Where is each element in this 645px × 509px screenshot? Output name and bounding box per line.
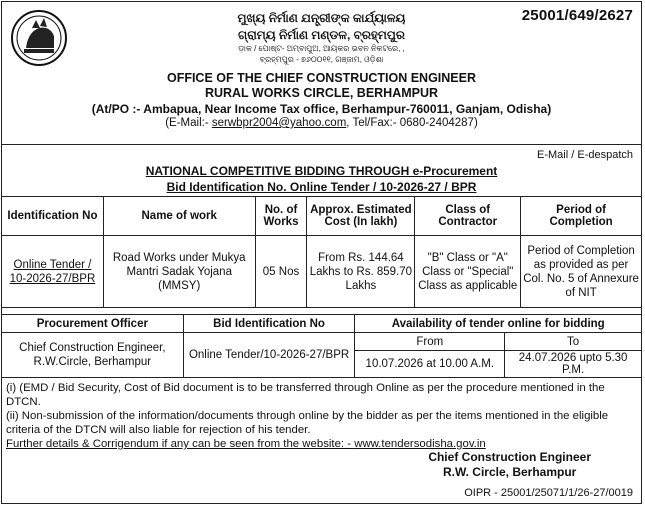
bid-identification: Bid Identification No. Online Tender / 10-2026-27 / BPR [166,180,477,194]
odia-circle-title: ଗ୍ରାମ୍ୟ ନିର୍ମାଣ ମଣ୍ଡଳ, ବ୍ରହ୍ମପୁର [238,28,405,42]
header-name-of-work: Name of work [103,197,255,236]
odia-address-line1: ଡ଼ାକ / ପୋଷ୍ଟ- ଅମ୍ବାପୁଅ, ଆୟକର ଭବନ ନିକଟରେ, , [238,44,405,53]
office-address: (At/PO :- Ambapua, Near Income Tax office, Berhampur-760011, Ganjam, Odisha) [91,102,552,116]
tender-notice [1,1,642,504]
odia-address-line2: ବ୍ରହ୍ମପୁର - ୭୬୦୦୧୧, ଗଞ୍ଜାମ, ଓଡ଼ିଶା [259,55,384,64]
no-of-works: 05 Nos [255,236,307,308]
header-estimated-cost: Approx. Estimated Cost (In lakh) [307,197,415,236]
class-of-contractor: "B" Class or "A" Class or "Special" Class as applicable [415,236,521,308]
signature-block [428,450,591,480]
note-non-submission: (ii) Non-submission of the information/documents through online by the bidder as per the items mentioned in the eligible criteria of the DTCN will also liable for rejection of his tender. [6,410,609,436]
reference-number: 25001/649/2627 [521,7,633,24]
table-header-row [2,197,642,236]
header-procurement-officer: Procurement Officer [2,315,184,333]
tender-details-table [1,196,642,308]
period-of-completion: Period of Completion as provided as per Col. No. 5 of Annexure of NIT [521,236,642,308]
identification-link[interactable]: Online Tender / 10-2026-27/BPR [2,236,104,308]
tel-fax: , Tel/Fax:- 0680-2404287) [346,117,478,129]
sub-header-to: To [505,333,642,351]
procurement-sub-row [2,333,642,351]
notice-title: NATIONAL COMPETITIVE BIDDING THROUGH e-Procurement [145,164,498,178]
note-website [6,437,638,451]
availability-from: 10.07.2026 at 10.00 A.M. [355,351,505,378]
contact-line [2,117,641,129]
signature-office: R.W. Circle, Berhampur [442,465,577,479]
website-link[interactable]: www.tendersodisha.gov.in [354,438,486,450]
notes-section [6,381,638,451]
procurement-table [1,314,642,378]
header-identification: Identification No [2,197,104,236]
procurement-bid-no: Online Tender/10-2026-27/BPR [183,333,355,378]
office-title: OFFICE OF THE CHIEF CONSTRUCTION ENGINEER [166,71,477,85]
header-availability: Availability of tender online for bidding [355,315,642,333]
circle-title: RURAL WORKS CIRCLE, BERHAMPUR [204,86,439,100]
signature-title: Chief Construction Engineer [428,450,591,464]
note-emd: (i) (EMD / Bid Security, Cost of Bid document is to be transferred through Online as per the procedure mentioned in the DTCN. [6,382,605,408]
name-of-work: Road Works under Mukya Mantri Sadak Yojana (MMSY) [103,236,255,308]
estimated-cost: From Rs. 144.64 Lakhs to Rs. 859.70 Lakhs [307,236,415,308]
sub-header-from: From [355,333,505,351]
email-label: (E-Mail:- [165,117,209,129]
odia-office-title: ମୁଖ୍ୟ ନିର୍ମାଣ ଯନ୍ତ୍ରୀଙ୍କ କାର୍ଯ୍ୟାଳୟ [237,11,406,25]
oipr-number: OIPR - 25001/25071/1/26-27/0019 [464,487,633,499]
header-class-of-contractor: Class of Contractor [415,197,521,236]
website-prefix: Further details & Corrigendum if any can be seen from the website: - [6,438,352,450]
header-period-of-completion: Period of Completion [521,197,642,236]
email-link[interactable]: serwbpr2004@yahoo.com [211,117,347,129]
header-bid-identification: Bid Identification No [183,315,355,333]
edespatch-label: E-Mail / E-despatch [537,149,633,161]
procurement-header-row [2,315,642,333]
procurement-officer: Chief Construction Engineer, R.W.Circle, Berhampur [2,333,184,378]
header-divider [2,144,641,145]
header-no-of-works: No. of Works [255,197,307,236]
table-row [2,236,642,308]
availability-to: 24.07.2026 upto 5.30 P.M. [505,351,642,378]
